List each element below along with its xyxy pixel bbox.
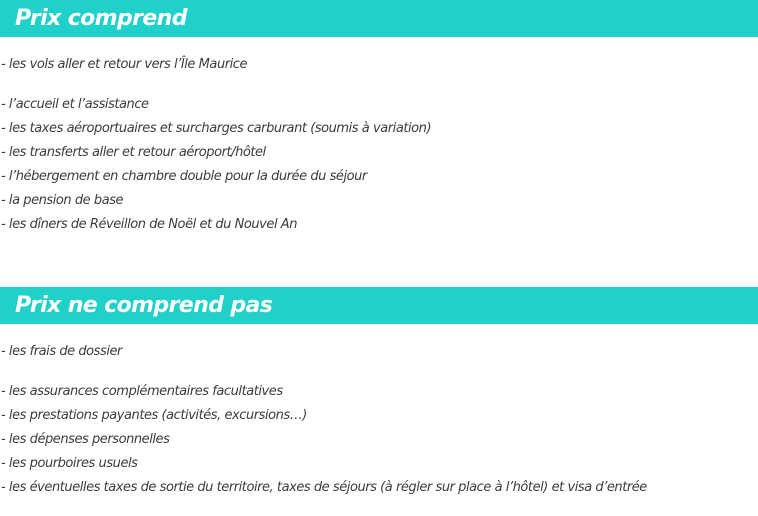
included-section-title: Prix comprend — [15, 6, 187, 31]
included-item-flights: - les vols aller et retour vers l’Île Maurice — [1, 57, 248, 72]
included-item-transfers: - les transferts aller et retour aéroport/hôtel — [1, 145, 266, 160]
included-item-accommodation: - l’hébergement en chambre double pour la durée du séjour — [1, 169, 367, 184]
included-item-dinners: - les dîners de Réveillon de Noël et du Nouvel An — [1, 217, 298, 232]
excluded-item-tips: - les pourboires usuels — [1, 456, 138, 471]
included-item-welcome: - l’accueil et l’assistance — [1, 97, 149, 112]
excluded-item-insurance: - les assurances complémentaires facultatives — [1, 384, 283, 399]
included-item-board: - la pension de base — [1, 193, 124, 208]
included-section-header — [0, 0, 758, 37]
excluded-item-personal-expenses: - les dépenses personnelles — [1, 432, 170, 447]
excluded-item-paid-services: - les prestations payantes (activités, excursions…) — [1, 408, 307, 423]
included-item-taxes: - les taxes aéroportuaires et surcharges carburant (soumis à variation) — [1, 121, 432, 136]
excluded-item-fees: - les frais de dossier — [1, 344, 122, 359]
excluded-section-title: Prix ne comprend pas — [15, 293, 273, 318]
excluded-item-exit-taxes: - les éventuelles taxes de sortie du territoire, taxes de séjours (à régler sur place à l’hôtel) et visa d’entrée — [1, 480, 647, 495]
excluded-section-header — [0, 287, 758, 324]
